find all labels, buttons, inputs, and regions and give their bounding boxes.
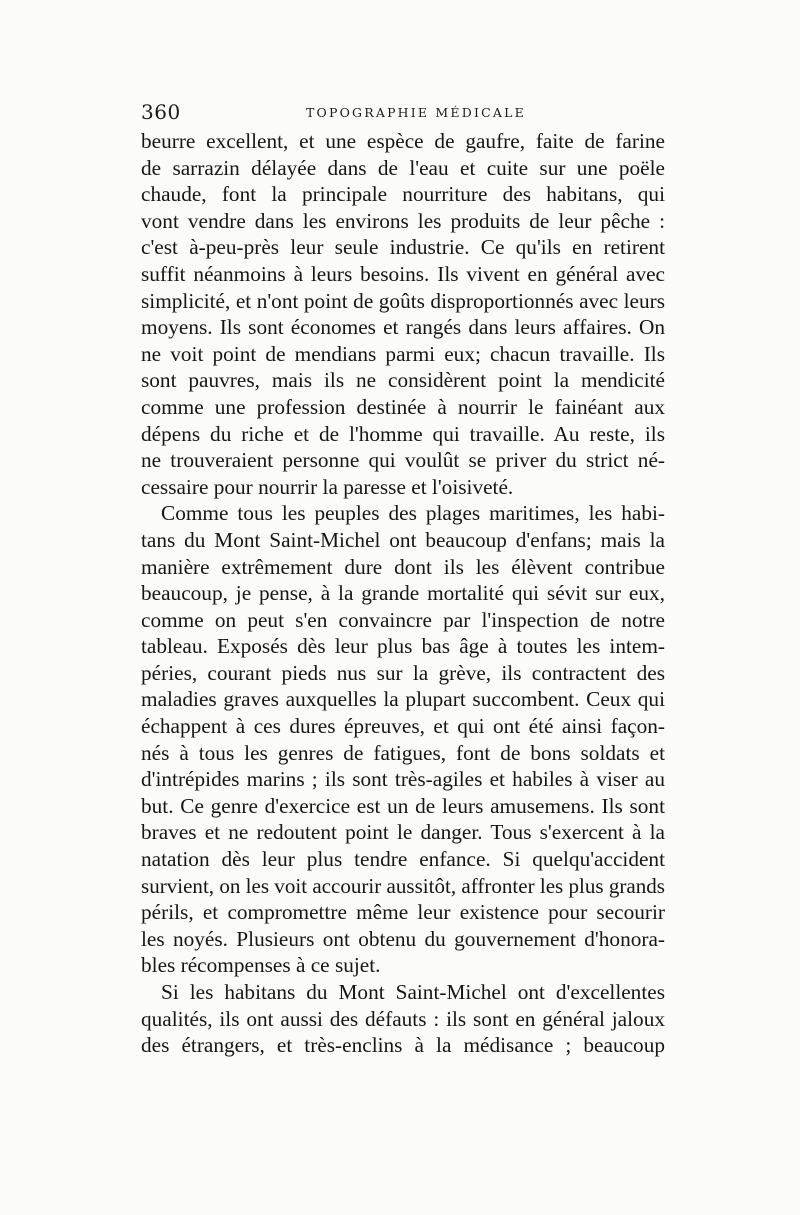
paragraph-start-line: Si les habitans du Mont Saint-Michel ont d'excellentes: [161, 980, 665, 1004]
text-line: ne trouveraient personne qui voulût se priver du strict né-: [141, 448, 665, 473]
body-text: [141, 128, 665, 1059]
text-line: survient, on les voit accourir aussitôt, affronter les plus grands: [141, 873, 665, 898]
text-line: maladies graves auxquelles la plupart succombent. Ceux qui: [141, 687, 665, 712]
page-number: 360: [141, 100, 181, 124]
paragraph-end-line: cessaire pour nourrir la paresse et l'oisiveté.: [141, 474, 514, 499]
text-line: manière extrêmement dure dont ils les élèvent contribue: [141, 554, 665, 579]
text-line: comme on peut s'en convaincre par l'inspection de notre: [141, 607, 665, 632]
text-line: natation dès leur plus tendre enfance. Si quelqu'accident: [141, 847, 665, 872]
text-line: dépens du riche et de l'homme qui travaille. Au reste, ils: [141, 421, 665, 446]
text-line: simplicité, et n'ont point de goûts disproportionnés avec leurs: [141, 288, 665, 313]
text-line: moyens. Ils sont économes et rangés dans leurs affaires. On: [141, 315, 665, 340]
text-line: braves et ne redoutent point le danger. Tous s'exercent à la: [141, 820, 665, 845]
text-line: suffit néanmoins à leurs besoins. Ils vivent en général avec: [141, 261, 665, 286]
text-line: d'intrépides marins ; ils sont très-agiles et habiles à viser au: [141, 767, 665, 792]
text-line: but. Ce genre d'exercice est un de leurs amusemens. Ils sont: [141, 793, 665, 818]
text-line: des étrangers, et très-enclins à la médisance ; beaucoup: [141, 1033, 665, 1058]
text-line: beurre excellent, et une espèce de gaufre, faite de farine: [141, 129, 665, 153]
text-line: de sarrazin délayée dans de l'eau et cuite sur une poële: [141, 155, 665, 180]
text-line: comme une profession destinée à nourrir le fainéant aux: [141, 394, 665, 419]
text-line: chaude, font la principale nourriture des habitans, qui: [141, 182, 665, 207]
paragraph-end-line: bles récompenses à ce sujet.: [141, 953, 381, 978]
text-line: qualités, ils ont aussi des défauts : ils sont en général jaloux: [141, 1006, 665, 1031]
text-line: péries, courant pieds nus sur la grève, ils contractent des: [141, 660, 665, 685]
page-header: [141, 100, 665, 126]
text-line: les noyés. Plusieurs ont obtenu du gouvernement d'honora-: [141, 926, 665, 951]
text-line: ne voit point de mendians parmi eux; chacun travaille. Ils: [141, 341, 665, 366]
text-line: périls, et compromettre même leur existence pour secourir: [141, 900, 665, 925]
text-line: tans du Mont Saint-Michel ont beaucoup d'enfans; mais la: [141, 527, 665, 552]
text-line: échappent à ces dures épreuves, et qui ont été ainsi façon-: [141, 714, 665, 739]
text-line: tableau. Exposés dès leur plus bas âge à toutes les intem-: [141, 634, 665, 659]
text-line: vont vendre dans les environs les produits de leur pêche :: [141, 208, 665, 233]
paragraph-start-line: Comme tous les peuples des plages maritimes, les habi-: [161, 501, 665, 526]
text-line: c'est à-peu-près leur seule industrie. Ce qu'ils en retirent: [141, 235, 665, 260]
text-line: nés à tous les genres de fatigues, font de bons soldats et: [141, 740, 665, 765]
running-head: TOPOGRAPHIE MÉDICALE: [306, 105, 526, 120]
text-line: sont pauvres, mais ils ne considèrent point la mendicité: [141, 368, 665, 393]
text-line: beaucoup, je pense, à la grande mortalité qui sévit sur eux,: [141, 581, 665, 606]
